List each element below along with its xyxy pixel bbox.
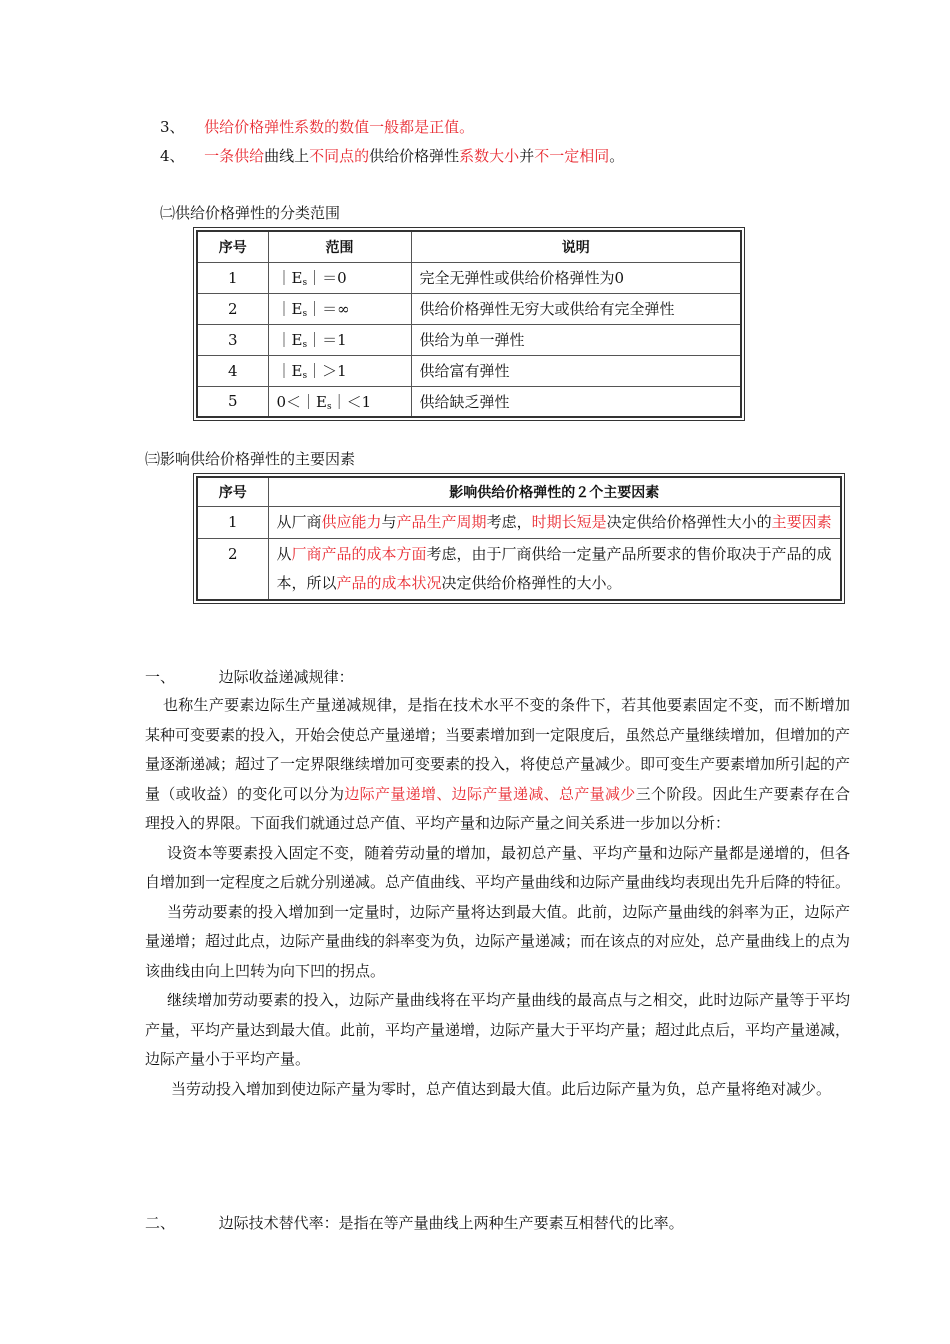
table-row bbox=[197, 507, 841, 539]
row-number: 2 bbox=[197, 293, 268, 324]
list-number: 4、 bbox=[160, 147, 185, 165]
description-cell: 供给为单一弹性 bbox=[411, 324, 741, 355]
factor-cell: 从厂商产品的成本方面考虑，由于厂商供给一定量产品所要求的售价取决于产品的成本，所以产品的成本状况决定供给价格弹性的大小。 bbox=[268, 539, 841, 601]
text-highlight: 不同点的 bbox=[309, 147, 370, 165]
table-header-row bbox=[197, 231, 741, 262]
row-number: 3 bbox=[197, 324, 268, 355]
header-cell: 影响供给价格弹性的２个主要因素 bbox=[268, 477, 841, 507]
text-highlight: 系数大小 bbox=[459, 147, 520, 165]
range-cell: $|E_s|>1$ bbox=[268, 355, 411, 386]
range-cell: $|E_s|=1$ bbox=[268, 324, 411, 355]
row-number: 1 bbox=[197, 507, 268, 539]
heading-mrts bbox=[145, 1213, 684, 1233]
description-cell: 供给价格弹性无穷大或供给有完全弹性 bbox=[411, 293, 741, 324]
body-text bbox=[145, 691, 850, 1104]
row-number: 4 bbox=[197, 355, 268, 386]
description-cell: 供给缺乏弹性 bbox=[411, 386, 741, 417]
text-span: 并 bbox=[519, 147, 535, 165]
section-title-factors: ㈢影响供给价格弹性的主要因素 bbox=[145, 450, 356, 468]
header-cell: 序号 bbox=[197, 231, 268, 262]
list-text: 供给价格弹性系数的数值一般都是正值。 bbox=[204, 118, 475, 136]
description-cell: 完全无弹性或供给价格弹性为0 bbox=[411, 262, 741, 293]
row-number: 2 bbox=[197, 539, 268, 601]
text-span: 曲线上 bbox=[264, 147, 310, 165]
text-span: 。 bbox=[609, 147, 625, 165]
paragraph: 当劳动要素的投入增加到一定量时，边际产量将达到最大值。此前，边际产量曲线的斜率为正，边际产量递增；超过此点，边际产量曲线的斜率变为负，边际产量递减；而在该点的对应处，总产量曲线上的点为该曲线由向上凹转为向下凹的拐点。 bbox=[145, 902, 851, 980]
table-row bbox=[197, 293, 741, 324]
description-cell: 供给富有弹性 bbox=[411, 355, 741, 386]
text-highlight: 不一定 bbox=[534, 147, 580, 165]
paragraph: 设资本等要素投入固定不变，随着劳动量的增加，最初总产量、平均产量和边际产量都是递增的，但各自增加到一定程度之后就分别递减。总产值曲线、平均产量曲线和边际产量曲线均表现出先升后降的特征。 bbox=[145, 843, 851, 891]
paragraph: 继续增加劳动要素的投入，边际产量曲线将在平均产量曲线的最高点与之相交，此时边际产量等于平均产量，平均产量达到最大值。此前，平均产量递增，边际产量大于平均产量；超过此点后，平均产量递减，边际产量小于平均产量。 bbox=[145, 991, 851, 1068]
range-cell: $|E_s|=0$ bbox=[268, 262, 411, 293]
row-number: 5 bbox=[197, 386, 268, 417]
heading-title: 边际收益递减规律： bbox=[218, 668, 354, 686]
range-cell: $|E_s|=\infty$ bbox=[268, 293, 411, 324]
table-header-row bbox=[197, 477, 841, 507]
heading-diminishing-returns bbox=[145, 667, 354, 687]
table-row bbox=[197, 386, 741, 417]
heading-number: 二、 bbox=[145, 1214, 176, 1232]
table-row bbox=[197, 355, 741, 386]
range-cell: $0<|E_s|<1$ bbox=[268, 386, 411, 417]
header-cell: 序号 bbox=[197, 477, 268, 507]
heading-title: 边际技术替代率：是指在等产量曲线上两种生产要素互相替代的比率。 bbox=[218, 1214, 684, 1232]
text-span: 供给价格弹性 bbox=[369, 147, 460, 165]
heading-number: 一、 bbox=[145, 668, 176, 686]
paragraph: 当劳动投入增加到使边际产量为零时，总产值达到最大值。此后边际产量为负，总产量将绝对减少。 bbox=[171, 1079, 832, 1098]
classification-table bbox=[196, 230, 742, 418]
header-cell: 范围 bbox=[268, 231, 411, 262]
list-item-4 bbox=[160, 146, 624, 166]
text-highlight: 一条供给 bbox=[204, 147, 265, 165]
list-number: 3、 bbox=[160, 118, 185, 136]
factor-cell: 从厂商供应能力与产品生产周期考虑，时期长短是决定供给价格弹性大小的主要因素 bbox=[268, 507, 841, 539]
list-item-3 bbox=[160, 117, 474, 137]
table-row bbox=[197, 262, 741, 293]
section-title-classification: ㈡供给价格弹性的分类范围 bbox=[160, 204, 341, 222]
paragraph: 也称生产要素边际生产量递减规律，是指在技术水平不变的条件下，若其他要素固定不变，而不断增加某种可变要素的投入，开始会使总产量递增；当要素增加到一定限度后，虽然总产量继续增加，但增加的产量逐渐递减；超过了一定界限继续增加可变要素的投入，将使总产量减少。即可变生产要素增加所引起的产量（或收益）的变化可以分为边际产量递增、边际产量递减、总产量减少三个阶段。因此生产要素存在合理投入的界限。下面我们就通过总产值、平均产量和边际产量之间关系进一步加以分析： bbox=[145, 696, 851, 832]
header-cell: 说明 bbox=[411, 231, 741, 262]
table-row bbox=[197, 324, 741, 355]
row-number: 1 bbox=[197, 262, 268, 293]
factors-table bbox=[196, 476, 842, 601]
text-highlight: 相同 bbox=[579, 147, 610, 165]
table-row bbox=[197, 539, 841, 601]
